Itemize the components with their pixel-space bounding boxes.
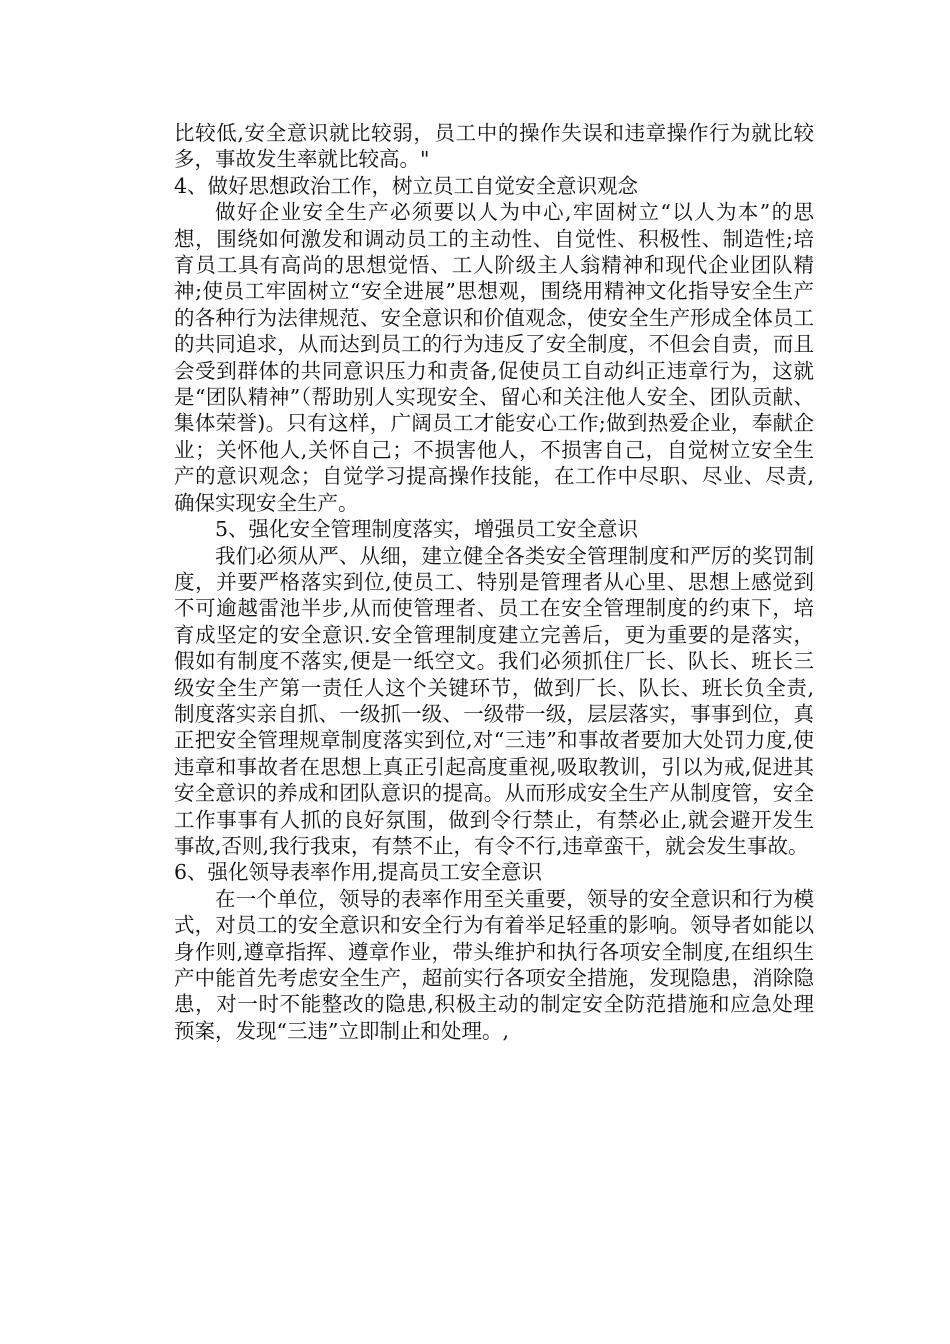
section-heading-4: 4、做好思想政治工作，树立员工自觉安全意识观念 [174, 173, 639, 198]
paragraph-continuation: 比较低,安全意识就比较弱，员工中的操作失误和违章操作行为就比较多，事故发生率就比较高。" [174, 121, 814, 172]
paragraph-section-4: 做好企业安全生产必须要以人为中心,牢固树立“以人为本”的思想，围绕如何激发和调动员工的主动性、自觉性、积极性、制造性;培育员工具有高尚的思想觉悟、工人阶级主人翁精神和现代企业团队精神;使员工牢固树立“安全进展”思想观，围绕用精神文化指导安全生产的各种行为法律规范、安全意识和价值观念，使安全生产形成全体员工的共同追求，从而达到员工的行为违反了安全制度，不但会自责，而且会受到群体的共同意识压力和责备,促使员工自动纠正违章行为，这就是“团队精神”（帮助别人实现安全、留心和关注他人安全、团队贡献、集体荣誉)。只有这样，广阔员工才能安心工作;做到热爱企业，奉献企业；关怀他人,关怀自己；不损害他人，不损害自己，自觉树立安全生产的意识观念；自觉学习提高操作技能，在工作中尽职、尽业、尽责,确保实现安全生产。 [174, 200, 814, 515]
paragraph-section-5: 我们必须从严、从细，建立健全各类安全管理制度和严厉的奖罚制度，并要严格落实到位,使员工、特别是管理者从心里、思想上感觉到不可逾越雷池半步,从而使管理者、员工在安全管理制度的约束下，培育成坚定的安全意识.安全管理制度建立完善后，更为重要的是落实，假如有制度不落实,便是一纸空文。我们必须抓住厂长、队长、班长三级安全生产第一责任人这个关键环节，做到厂长、队长、班长负全责,制度落实亲自抓、一级抓一级、一级带一级，层层落实，事事到位，真正把安全管理规章制度落实到位,对“三违”和事故者要加大处罚力度,使违章和事故者在思想上真正引起高度重视,吸取教训，引以为戒,促进其安全意识的养成和团队意识的提高。从而形成安全生产从制度管，安全工作事事有人抓的良好氛围，做到令行禁止，有禁必止,就会避开发生事故,否则,我行我束，有禁不止，有令不行,违章蛮干，就会发生事故。 [174, 543, 814, 858]
document-body [174, 120, 814, 1044]
section-heading-5: 5、强化安全管理制度落实，增强员工安全意识 [215, 517, 639, 542]
section-heading-6: 6、强化领导表率作用,提高员工安全意识 [174, 860, 543, 885]
paragraph-section-6: 在一个单位，领导的表率作用至关重要，领导的安全意识和行为模式，对员工的安全意识和安全行为有着举足轻重的影响。领导者如能以身作则,遵章指挥、遵章作业，带头维护和执行各项安全制度,在组织生产中能首先考虑安全生产，超前实行各项安全措施，发现隐患，消除隐患，对一时不能整改的隐患,积极主动的制定安全防范措施和应急处理预案，发现“三违”立即制止和处理。, [174, 886, 814, 1043]
